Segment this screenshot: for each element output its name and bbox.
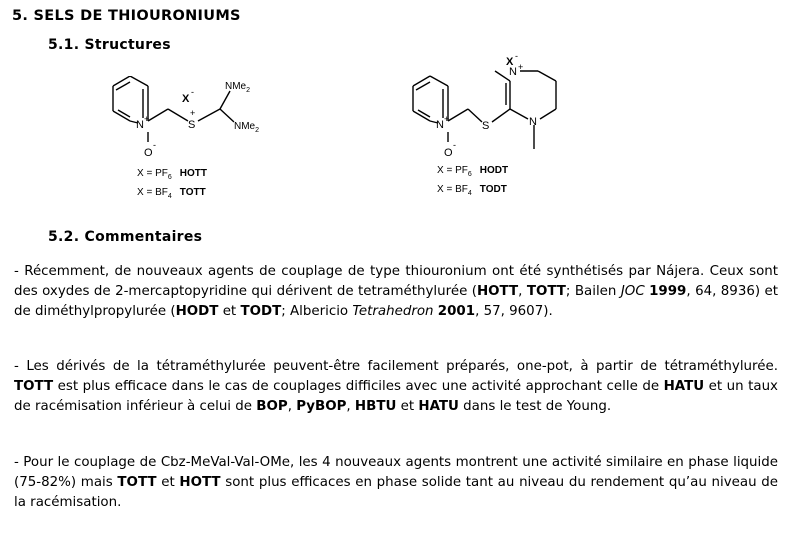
n-plus-atom: N (436, 119, 444, 131)
pyridine-ring (413, 76, 448, 123)
paragraph-1: - Récemment, de nouveaux agents de couplage de type thiouronium ont été synthétisés par Nájera. Ceux sont des oxydes de 2-mercaptopyridine qui dérivent de tetraméthylurée (HOTT, TOTT; Bailen JOC 1999, 64, 8936) et de diméthylpropylurée (HODT et TODT; Albericio Tetrahedron 2001, 57, 9607). (14, 264, 779, 319)
legend-row-hodt: $X = PF_6$ HODT (437, 165, 509, 178)
o-minus-atom: O (444, 147, 453, 159)
s-atom: S (482, 120, 490, 132)
x-minus-charge: - (515, 53, 518, 61)
legend-row-hott: $X = PF_6$ HOTT (137, 168, 207, 181)
s-atom: S (188, 119, 196, 131)
o-minus-charge: - (153, 140, 156, 150)
s-plus-charge: + (190, 108, 196, 118)
legend-row-tott: $X = BF_4$ TOTT (137, 187, 206, 200)
tetrahydropyrimidine-ring (448, 71, 556, 149)
x-minus-label: X (506, 56, 514, 68)
o-minus-atom: O (144, 147, 153, 159)
subsection-commentaires-title: 5.2. Commentaires (48, 229, 203, 245)
n-plus-charge: + (144, 114, 150, 124)
n-ring-atom: N (529, 116, 537, 128)
structure-hott-tott (110, 76, 300, 206)
x-minus-charge: - (191, 87, 194, 97)
pyridine-ring (113, 76, 148, 123)
n-plus-atom: N (136, 119, 144, 131)
nme2-right-label: NMe$_2$ (234, 121, 260, 134)
n-plus-ring-charge: + (518, 62, 524, 72)
paragraph-2: - Les dérivés de la tétraméthylurée peuvent-être facilement préparés, one-pot, à partir de tétraméthylurée. TOTT est plus efficace dans le cas de couplages difficiles avec une activité approchant celle de HATU et un taux de racémisation inférieur à celui de BOP, PyBOP, HBTU et HATU dans le test de Young. (14, 359, 778, 414)
n-plus-ring-atom: N (509, 66, 517, 78)
structure-hodt-todt (410, 53, 580, 203)
o-minus-charge: - (453, 140, 456, 150)
n-plus-charge: + (444, 114, 450, 124)
x-minus-label: X (182, 93, 190, 105)
nme2-top-label: NMe$_2$ (225, 81, 251, 94)
legend-row-todt: $X = BF_4$ TODT (437, 184, 507, 197)
subsection-structures-title: 5.1. Structures (48, 37, 171, 53)
paragraph-3: - Pour le couplage de Cbz-MeVal-Val-OMe, les 4 nouveaux agents montrent une activité similaire en phase liquide (75-82%) mais TOTT et HOTT sont plus efficaces en phase solide tant au niveau du rendement qu’au niveau de la racémisation. (14, 455, 778, 510)
section-title: 5. SELS DE THIOURONIUMS (12, 8, 241, 24)
